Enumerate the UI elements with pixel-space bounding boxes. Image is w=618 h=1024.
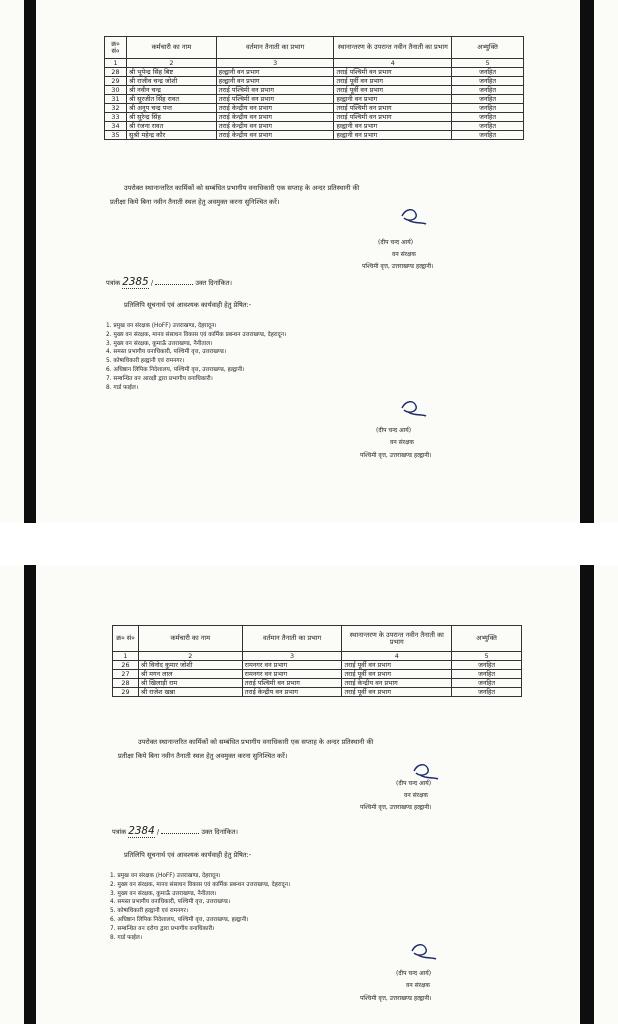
employee-name-cell: श्री अनूप चन्द्र पन्त <box>126 104 216 113</box>
right-border-bar <box>580 0 594 523</box>
header-serial: क्र० सं० <box>113 626 139 652</box>
header-current-division: वर्तमान तैनाती का प्रभाग <box>242 626 342 652</box>
list-item: 2. मुख्य वन संरक्षक, मानव संसाधन विकास एवं कार्मिक प्रबन्धन उत्तराखण्ड, देहरादून। <box>106 331 287 338</box>
new-division-cell: तराई केन्द्रीय वन प्रभाग <box>342 679 452 688</box>
remarks-cell: जनहित <box>452 95 524 104</box>
reference-number: 2385 <box>122 275 149 288</box>
serial-cell: 28 <box>105 68 127 77</box>
table-row <box>113 661 522 670</box>
left-border-bar <box>24 0 36 523</box>
remarks-cell: जनहित <box>452 68 524 77</box>
signatory-name: (दीप चन्द आर्य) <box>378 239 414 246</box>
new-division-cell: तराई पश्चिमी वन प्रभाग <box>334 113 452 122</box>
serial-cell: 31 <box>105 95 127 104</box>
header-remarks: अभ्युक्ति <box>452 37 524 59</box>
table-row <box>105 86 524 95</box>
employee-name-cell: श्री खिलाड़ी राम <box>138 679 242 688</box>
current-division-cell: तराई केन्द्रीय वन प्रभाग <box>216 131 334 140</box>
current-division-cell: तराई पश्चिमी वन प्रभाग <box>216 95 334 104</box>
reference-line <box>112 824 238 838</box>
reference-date: उक्त दिनांकित। <box>195 279 232 287</box>
remarks-cell: जनहित <box>452 122 524 131</box>
reference-dots <box>155 284 193 285</box>
table-row <box>105 95 524 104</box>
header-employee-name: कर्मचारी का नाम <box>138 626 242 652</box>
table-row <box>105 68 524 77</box>
new-division-cell: तराई पूर्वी वन प्रभाग <box>342 688 452 697</box>
current-division-cell: हल्द्वानी वन प्रभाग <box>216 68 334 77</box>
copy-recipient-list <box>106 321 286 391</box>
header-new-division: स्थानान्तरण के उपरान्त नवीन तैनाती का प्रभाग <box>342 626 452 652</box>
column-number: 2 <box>138 652 242 661</box>
list-item: 2. मुख्य वन संरक्षक, मानव संसाधन विकास एवं कार्मिक प्रबन्धन उत्तराखण्ड, देहरादून। <box>110 881 291 888</box>
table-row <box>105 104 524 113</box>
new-division-cell: तराई पूर्वी वन प्रभाग <box>334 86 452 95</box>
signatory-unit: पश्चिमी वृत्त, उत्तराखण्ड हल्द्वानी। <box>362 263 434 270</box>
reference-date: उक्त दिनांकित। <box>201 828 238 836</box>
remarks-cell: जनहित <box>452 131 524 140</box>
left-border-bar <box>24 565 36 1024</box>
table-row <box>105 122 524 131</box>
employee-name-cell: श्री विनोद कुमार जोशी <box>138 661 242 670</box>
employee-name-cell: श्री सुरजीत सिंह रावत <box>126 95 216 104</box>
employee-name-cell: श्री सुरेन्द्र सिंह <box>126 113 216 122</box>
list-item: 1. प्रमुख वन संरक्षक (HoFF) उत्तराखण्ड, देहरादून। <box>106 323 217 329</box>
serial-cell: 29 <box>105 77 127 86</box>
table-row <box>113 679 522 688</box>
header-current-division: वर्तमान तैनाती का प्रभाग <box>216 37 334 59</box>
column-number: 5 <box>452 652 522 661</box>
list-item: 6. अधिष्ठान लिपिक निदेशालय, पश्चिमी वृत्त, उत्तराखण्ड, हल्द्वानी। <box>110 916 249 923</box>
remarks-cell: जनहित <box>452 113 524 122</box>
serial-cell: 30 <box>105 86 127 95</box>
reference-suffix: / <box>150 279 154 287</box>
column-number: 3 <box>242 652 342 661</box>
employee-name-cell: श्री राजेश खन्ना <box>138 688 242 697</box>
list-item: 7. सम्बन्धित वन दरोगा द्वारा प्रभागीय वनाधिकारी। <box>110 925 215 932</box>
instruction-line-2: प्रतीक्षा किये बिना नवीन तैनाती स्थल हेतु अवमुक्त करना सुनिश्चित करें। <box>110 198 280 206</box>
reference-number: 2384 <box>128 824 155 837</box>
table-row <box>105 131 524 140</box>
employee-name-cell: श्री भूपेन्द्र सिंह बिष्ट <box>126 68 216 77</box>
document-page-2 <box>0 565 618 1024</box>
new-division-cell: हल्द्वानी वन प्रभाग <box>334 95 452 104</box>
list-item: 4. समस्त प्रभागीय वनाधिकारी, पश्चिमी वृत्त, उत्तराखण्ड। <box>110 899 231 906</box>
list-item: 8. गार्ड फाईल। <box>106 384 139 391</box>
copy-recipient-list <box>110 871 290 941</box>
current-division-cell: तराई केन्द्रीय वन प्रभाग <box>216 113 334 122</box>
remarks-cell: जनहित <box>452 688 522 697</box>
current-division-cell: हल्द्वानी वन प्रभाग <box>216 77 334 86</box>
remarks-cell: जनहित <box>452 77 524 86</box>
remarks-cell: जनहित <box>452 670 522 679</box>
instruction-line-2: प्रतीक्षा किये बिना नवीन तैनाती स्थल हेतु अवमुक्त करना सुनिश्चित करें। <box>118 752 288 760</box>
current-division-cell: रामनगर वन प्रभाग <box>242 661 342 670</box>
serial-cell: 26 <box>113 661 139 670</box>
list-item: 4. समस्त प्रभागीय वनाधिकारी, पश्चिमी वृत्त, उत्तराखण्ड। <box>106 349 227 356</box>
new-division-cell: तराई पश्चिमी वन प्रभाग <box>334 68 452 77</box>
new-division-cell: तराई पूर्वी वन प्रभाग <box>342 661 452 670</box>
reference-label: पत्रांक <box>112 828 127 836</box>
signatory-name: (दीप चन्द आर्य) <box>396 970 432 977</box>
transfer-table <box>104 36 524 140</box>
current-division-cell: तराई केन्द्रीय वन प्रभाग <box>242 688 342 697</box>
signatory-title: वन संरक्षक <box>392 251 416 258</box>
current-division-cell: तराई पश्चिमी वन प्रभाग <box>216 86 334 95</box>
table-row <box>113 670 522 679</box>
table-row <box>113 688 522 697</box>
reference-dots <box>161 833 199 834</box>
serial-cell: 27 <box>113 670 139 679</box>
column-number: 4 <box>342 652 452 661</box>
new-division-cell: तराई पूर्वी वन प्रभाग <box>342 670 452 679</box>
employee-name-cell: श्री मगन लाल <box>138 670 242 679</box>
instruction-line-1: उपरोक्त स्थानान्तरित कार्मिकों को सम्बंधित प्रभागीय वनाधिकारी एक सप्ताह के अन्दर प्रतिस्थानी की <box>124 184 360 192</box>
serial-cell: 34 <box>105 122 127 131</box>
signature-mark <box>398 398 428 420</box>
column-number: 3 <box>216 59 334 68</box>
column-number-row <box>113 652 522 661</box>
column-number: 1 <box>113 652 139 661</box>
list-item: 1. प्रमुख वन संरक्षक (HoFF) उत्तराखण्ड, देहरादून। <box>110 873 221 879</box>
column-number-row <box>105 59 524 68</box>
new-division-cell: तराई पूर्वी वन प्रभाग <box>334 77 452 86</box>
header-remarks: अभ्युक्ति <box>452 626 522 652</box>
signature-mark <box>398 206 428 228</box>
list-item: 3. मुख्य वन संरक्षक, कुमाऊँ उत्तराखण्ड, नैनीताल। <box>110 890 217 897</box>
serial-cell: 28 <box>113 679 139 688</box>
remarks-cell: जनहित <box>452 661 522 670</box>
signatory-name: (दीप चन्द आर्य) <box>396 780 432 787</box>
list-item: 3. मुख्य वन संरक्षक, कुमाऊँ उत्तराखण्ड, नैनीताल। <box>106 340 213 347</box>
employee-name-cell: श्री नवीन चन्द्र <box>126 86 216 95</box>
signatory-title: वन संरक्षक <box>404 792 428 799</box>
current-division-cell: तराई केन्द्रीय वन प्रभाग <box>216 104 334 113</box>
list-item: 5. कोषाधिकारी हल्द्वानी एवं रामनगर। <box>106 358 185 365</box>
header-employee-name: कर्मचारी का नाम <box>126 37 216 59</box>
serial-cell: 32 <box>105 104 127 113</box>
signatory-unit: पश्चिमी वृत्त, उत्तराखण्ड हल्द्वानी। <box>360 804 432 811</box>
signatory-unit: पश्चिमी वृत्त, उत्तराखण्ड हल्द्वानी। <box>360 995 432 1002</box>
serial-cell: 33 <box>105 113 127 122</box>
current-division-cell: तराई केन्द्रीय वन प्रभाग <box>216 122 334 131</box>
new-division-cell: हल्द्वानी वन प्रभाग <box>334 131 452 140</box>
list-item: 5. कोषाधिकारी हल्द्वानी एवं रामनगर। <box>110 908 189 915</box>
current-division-cell: तराई पश्चिमी वन प्रभाग <box>242 679 342 688</box>
reference-suffix: / <box>156 828 160 836</box>
table-row <box>105 113 524 122</box>
serial-cell: 29 <box>113 688 139 697</box>
column-number: 1 <box>105 59 127 68</box>
header-serial: क्र० सं० <box>105 37 127 59</box>
remarks-cell: जनहित <box>452 679 522 688</box>
list-item: 7. सम्बन्धित वन आरक्षी द्वारा प्रभागीय वनाधिकारी। <box>106 375 213 382</box>
serial-cell: 35 <box>105 131 127 140</box>
column-number: 4 <box>334 59 452 68</box>
copy-heading: प्रतिलिपि सूचनार्थ एवं आवश्यक कार्यवाही हेतु प्रेषित:- <box>124 851 252 859</box>
employee-name-cell: सुश्री महेन्द्र कौर <box>126 131 216 140</box>
column-number: 2 <box>126 59 216 68</box>
reference-label: पत्रांक <box>106 279 121 287</box>
list-item: 8. गार्ड फाईल। <box>110 934 143 941</box>
transfer-table <box>112 625 522 697</box>
employee-name-cell: श्री राजीव चन्द्र जोशी <box>126 77 216 86</box>
copy-heading: प्रतिलिपि सूचनार्थ एवं आवश्यक कार्यवाही हेतु प्रेषित:- <box>124 301 252 309</box>
list-item: 6. अधिष्ठान लिपिक निदेशालय, पश्चिमी वृत्त, उत्तराखण्ड, हल्द्वानी। <box>106 366 245 373</box>
signatory-title: वन संरक्षक <box>406 982 430 989</box>
instruction-line-1: उपरोक्त स्थानान्तरित कार्मिकों को सम्बंधित प्रभागीय वनाधिकारी एक सप्ताह के अन्दर प्रतिस्थानी की <box>138 738 374 746</box>
signatory-name: (दीप चन्द आर्य) <box>376 427 412 434</box>
signatory-unit: पश्चिमी वृत्त, उत्तराखण्ड हल्द्वानी। <box>360 452 432 459</box>
table-row <box>105 77 524 86</box>
current-division-cell: रामनगर वन प्रभाग <box>242 670 342 679</box>
employee-name-cell: श्री रंजना रावत <box>126 122 216 131</box>
header-new-division: स्थानान्तरण के उपरान्त नवीन तैनाती का प्रभाग <box>334 37 452 59</box>
remarks-cell: जनहित <box>452 104 524 113</box>
new-division-cell: हल्द्वानी वन प्रभाग <box>334 122 452 131</box>
right-border-bar <box>580 565 594 1024</box>
signatory-title: वन संरक्षक <box>390 439 414 446</box>
reference-line <box>106 275 232 289</box>
new-division-cell: तराई पश्चिमी वन प्रभाग <box>334 104 452 113</box>
signature-mark <box>408 941 438 963</box>
remarks-cell: जनहित <box>452 86 524 95</box>
column-number: 5 <box>452 59 524 68</box>
